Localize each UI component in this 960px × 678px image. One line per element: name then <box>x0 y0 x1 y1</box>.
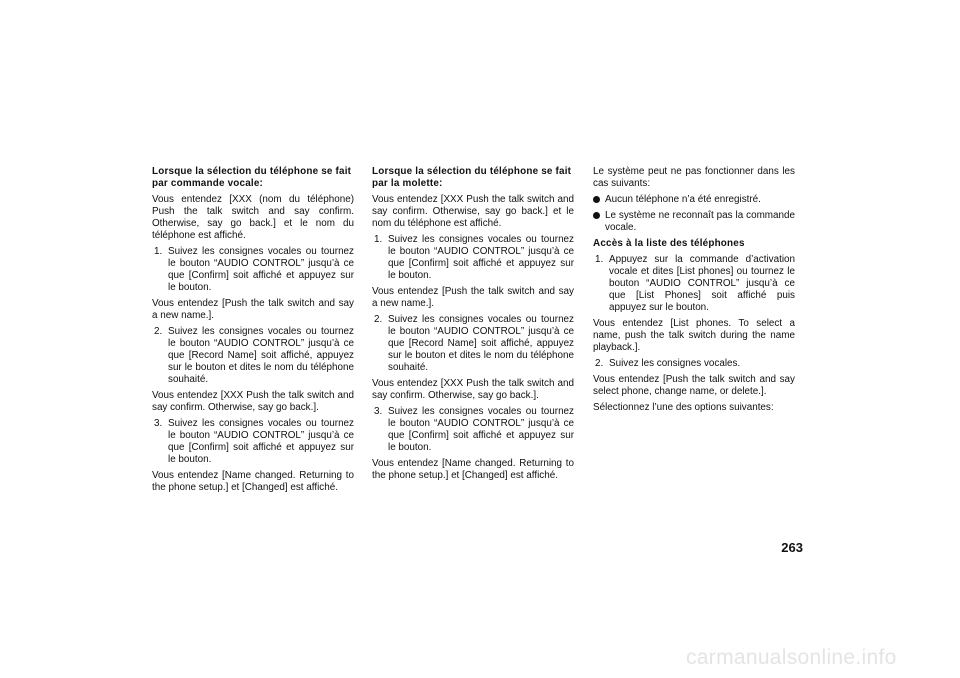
text-column-left <box>152 166 354 498</box>
watermark-text: carmanualsonline.info <box>686 646 897 669</box>
numbered-step <box>152 246 354 294</box>
step-text: Suivez les consignes vocales ou tournez le bouton “AUDIO CONTROL” jusqu’à ce que [Confirm] soit affiché et appuyez sur le bouton. <box>388 406 574 453</box>
paragraph: Vous entendez [Name changed. Returning to the phone setup.] et [Changed] est affiché. <box>372 458 574 481</box>
paragraph: Vous entendez [XXX Push the talk switch and say confirm. Otherwise, say go back.] et le nom du téléphone est affiché. <box>372 194 574 229</box>
text-column-middle <box>372 166 574 486</box>
step-number: 3. <box>154 418 163 429</box>
numbered-step <box>593 358 795 370</box>
paragraph: Vous entendez [XXX Push the talk switch and say confirm. Otherwise, say go back.]. <box>372 378 574 401</box>
step-number: 2. <box>154 326 163 337</box>
step-text: Suivez les consignes vocales ou tournez le bouton “AUDIO CONTROL” jusqu’à ce que [Record Name] soit affiché, appuyez sur le bouton et dites le nom du téléphone souhaité. <box>388 314 574 373</box>
paragraph: Vous entendez [Push the talk switch and say a new name.]. <box>372 286 574 309</box>
paragraph: Vous entendez [Push the talk switch and say select phone, change name, or delete.]. <box>593 374 795 397</box>
numbered-step <box>152 326 354 386</box>
bullet-icon <box>593 194 600 207</box>
step-number: 1. <box>374 234 383 245</box>
step-text: Suivez les consignes vocales ou tournez le bouton “AUDIO CONTROL” jusqu’à ce que [Confirm] soit affiché et appuyez sur le bouton. <box>168 418 354 465</box>
step-text: Suivez les consignes vocales ou tournez le bouton “AUDIO CONTROL” jusqu’à ce que [Confirm] soit affiché et appuyez sur le bouton. <box>388 234 574 281</box>
paragraph: Sélectionnez l’une des options suivantes: <box>593 402 774 413</box>
paragraph: Vous entendez [XXX Push the talk switch and say confirm. Otherwise, say go back.]. <box>152 390 354 413</box>
bullet-item <box>593 194 795 206</box>
step-number: 1. <box>154 246 163 257</box>
section-heading: Accès à la liste des téléphones <box>593 238 745 249</box>
step-number: 2. <box>595 358 604 369</box>
paragraph: Vous entendez [Push the talk switch and say a new name.]. <box>152 298 354 321</box>
numbered-step <box>372 234 574 282</box>
numbered-step <box>372 406 574 454</box>
bullet-icon <box>593 210 600 223</box>
step-number: 1. <box>595 254 604 265</box>
page-number: 263 <box>781 540 803 555</box>
bullet-text: Le système ne reconnaît pas la commande vocale. <box>605 210 795 233</box>
numbered-step <box>152 418 354 466</box>
numbered-step <box>593 254 795 314</box>
step-text: Suivez les consignes vocales ou tournez le bouton “AUDIO CONTROL” jusqu’à ce que [Confirm] soit affiché et appuyez sur le bouton. <box>168 246 354 293</box>
step-text: Suivez les consignes vocales ou tournez le bouton “AUDIO CONTROL” jusqu’à ce que [Record Name] soit affiché, appuyez sur le bouton et dites le nom du téléphone souhaité. <box>168 326 354 385</box>
bullet-item <box>593 210 795 234</box>
step-text: Appuyez sur la commande d’activation vocale et dites [List phones] ou tournez le bouton “AUDIO CONTROL” jusqu’à ce que [List Phones] soit affiché puis appuyez sur le bouton. <box>609 254 795 313</box>
section-heading: Lorsque la sélection du téléphone se fait par la molette: <box>372 166 572 189</box>
step-number: 3. <box>374 406 383 417</box>
text-column-right <box>593 166 795 418</box>
paragraph: Vous entendez [Name changed. Returning to the phone setup.] et [Changed] est affiché. <box>152 470 354 493</box>
step-text: Suivez les consignes vocales. <box>609 358 741 369</box>
paragraph: Vous entendez [List phones. To select a name, push the talk switch during the name playback.]. <box>593 318 795 353</box>
numbered-step <box>372 314 574 374</box>
section-heading: Lorsque la sélection du téléphone se fait par commande vocale: <box>152 166 352 189</box>
paragraph: Le système peut ne pas fonctionner dans les cas suivants: <box>593 166 795 189</box>
bullet-text: Aucun téléphone n’a été enregistré. <box>605 194 761 205</box>
step-number: 2. <box>374 314 383 325</box>
paragraph: Vous entendez [XXX (nom du téléphone) Push the talk switch and say confirm. Otherwise, say go back.] et le nom du téléphone est affiché. <box>152 194 354 241</box>
